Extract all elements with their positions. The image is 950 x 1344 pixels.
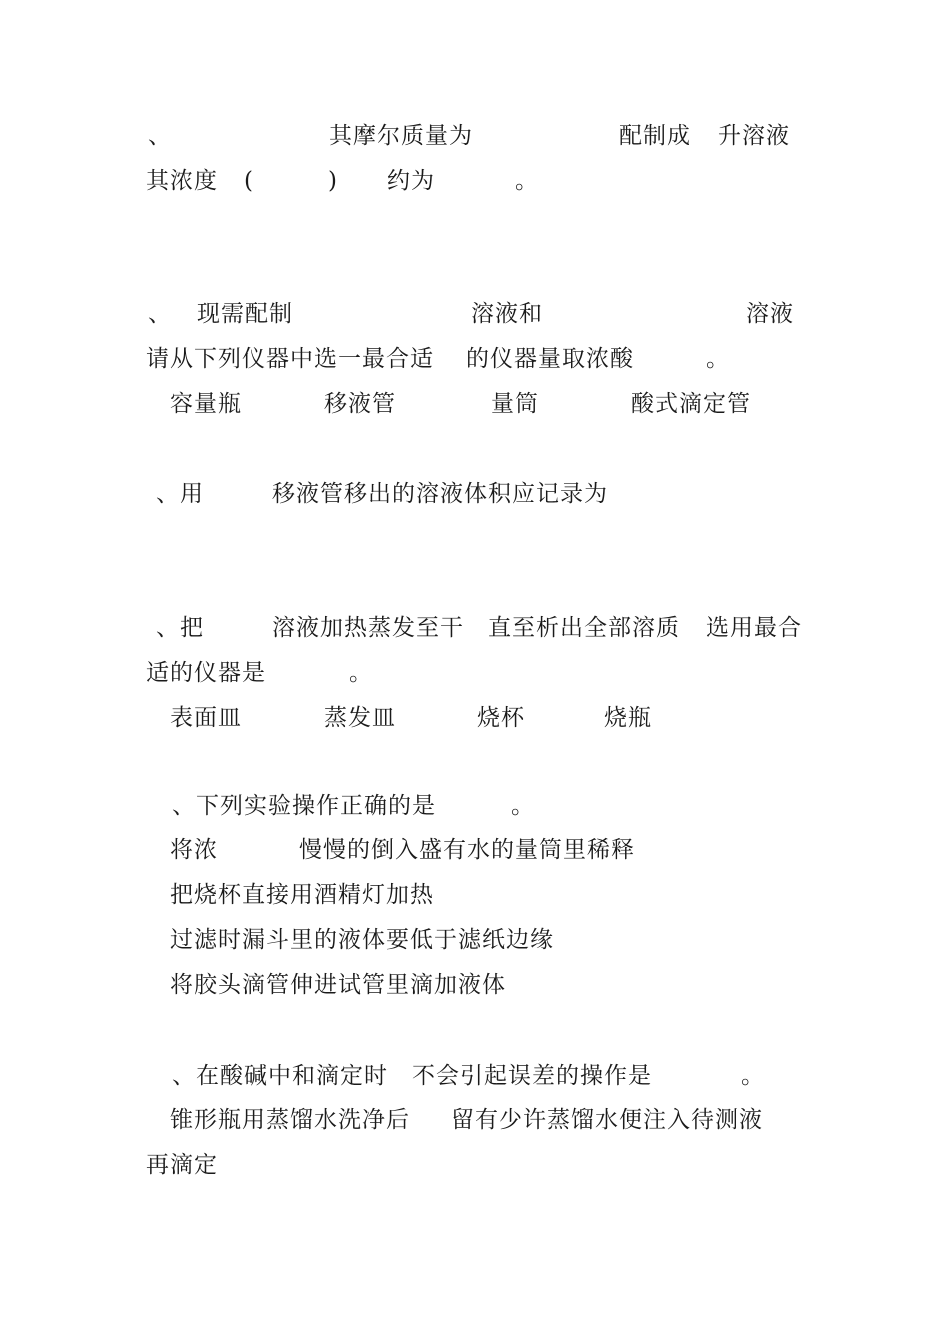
option-a-cont: 慢慢的倒入盛有水的量筒里稀释 — [299, 837, 635, 863]
option-a-cont: 留有少许蒸馏水便注入待测液 — [451, 1107, 763, 1133]
left-paren: ( — [244, 168, 254, 194]
option-b: 蒸发皿 — [324, 705, 396, 731]
option-b: 移液管 — [324, 391, 396, 417]
question-number: 、 — [148, 123, 172, 149]
question-text: 溶液和 — [471, 301, 543, 327]
option-d: 烧瓶 — [604, 705, 652, 731]
question-text: 现需配制 — [197, 301, 293, 327]
question-text: 适的仪器是 — [146, 660, 266, 686]
period: 。 — [511, 793, 535, 819]
question-text: 、在酸碱中和滴定时 — [172, 1063, 388, 1089]
option-a: 容量瓶 — [170, 391, 242, 417]
question-text: 其摩尔质量为 — [329, 123, 473, 149]
question-text: 直至析出全部溶质 — [488, 615, 680, 641]
option-a: 将浓 — [170, 837, 218, 863]
question-number: 、用 — [156, 481, 204, 507]
question-text: 选用最合 — [706, 615, 802, 641]
period: 。 — [706, 346, 730, 372]
period: 。 — [349, 660, 373, 686]
question-text: 请从下列仪器中选一最合适 — [146, 346, 434, 372]
option-b: 把烧杯直接用酒精灯加热 — [170, 882, 434, 908]
question-text: 溶液 — [746, 301, 794, 327]
question-text: 升溶液 — [718, 123, 790, 149]
period: 。 — [741, 1063, 765, 1089]
option-d: 将胶头滴管伸进试管里滴加液体 — [170, 972, 506, 998]
question-text: 的仪器量取浓酸 — [466, 346, 634, 372]
right-paren: ) — [328, 168, 338, 194]
option-c: 烧杯 — [477, 705, 525, 731]
option-c: 过滤时漏斗里的液体要低于滤纸边缘 — [170, 927, 554, 953]
question-text: 其浓度 — [146, 168, 218, 194]
question-number: 、把 — [156, 615, 204, 641]
question-text: 、下列实验操作正确的是 — [172, 793, 436, 819]
question-text: 约为 — [387, 168, 435, 194]
question-text: 移液管移出的溶液体积应记录为 — [272, 481, 608, 507]
question-text: 溶液加热蒸发至干 — [272, 615, 464, 641]
option-c: 量筒 — [491, 391, 539, 417]
question-number: 、 — [148, 301, 172, 327]
option-a: 表面皿 — [170, 705, 242, 731]
period: 。 — [515, 168, 539, 194]
question-text: 不会引起误差的操作是 — [412, 1063, 652, 1089]
question-text: 配制成 — [619, 123, 691, 149]
option-d: 酸式滴定管 — [631, 391, 751, 417]
option-a-cont: 再滴定 — [146, 1152, 218, 1178]
option-a: 锥形瓶用蒸馏水洗净后 — [170, 1107, 410, 1133]
